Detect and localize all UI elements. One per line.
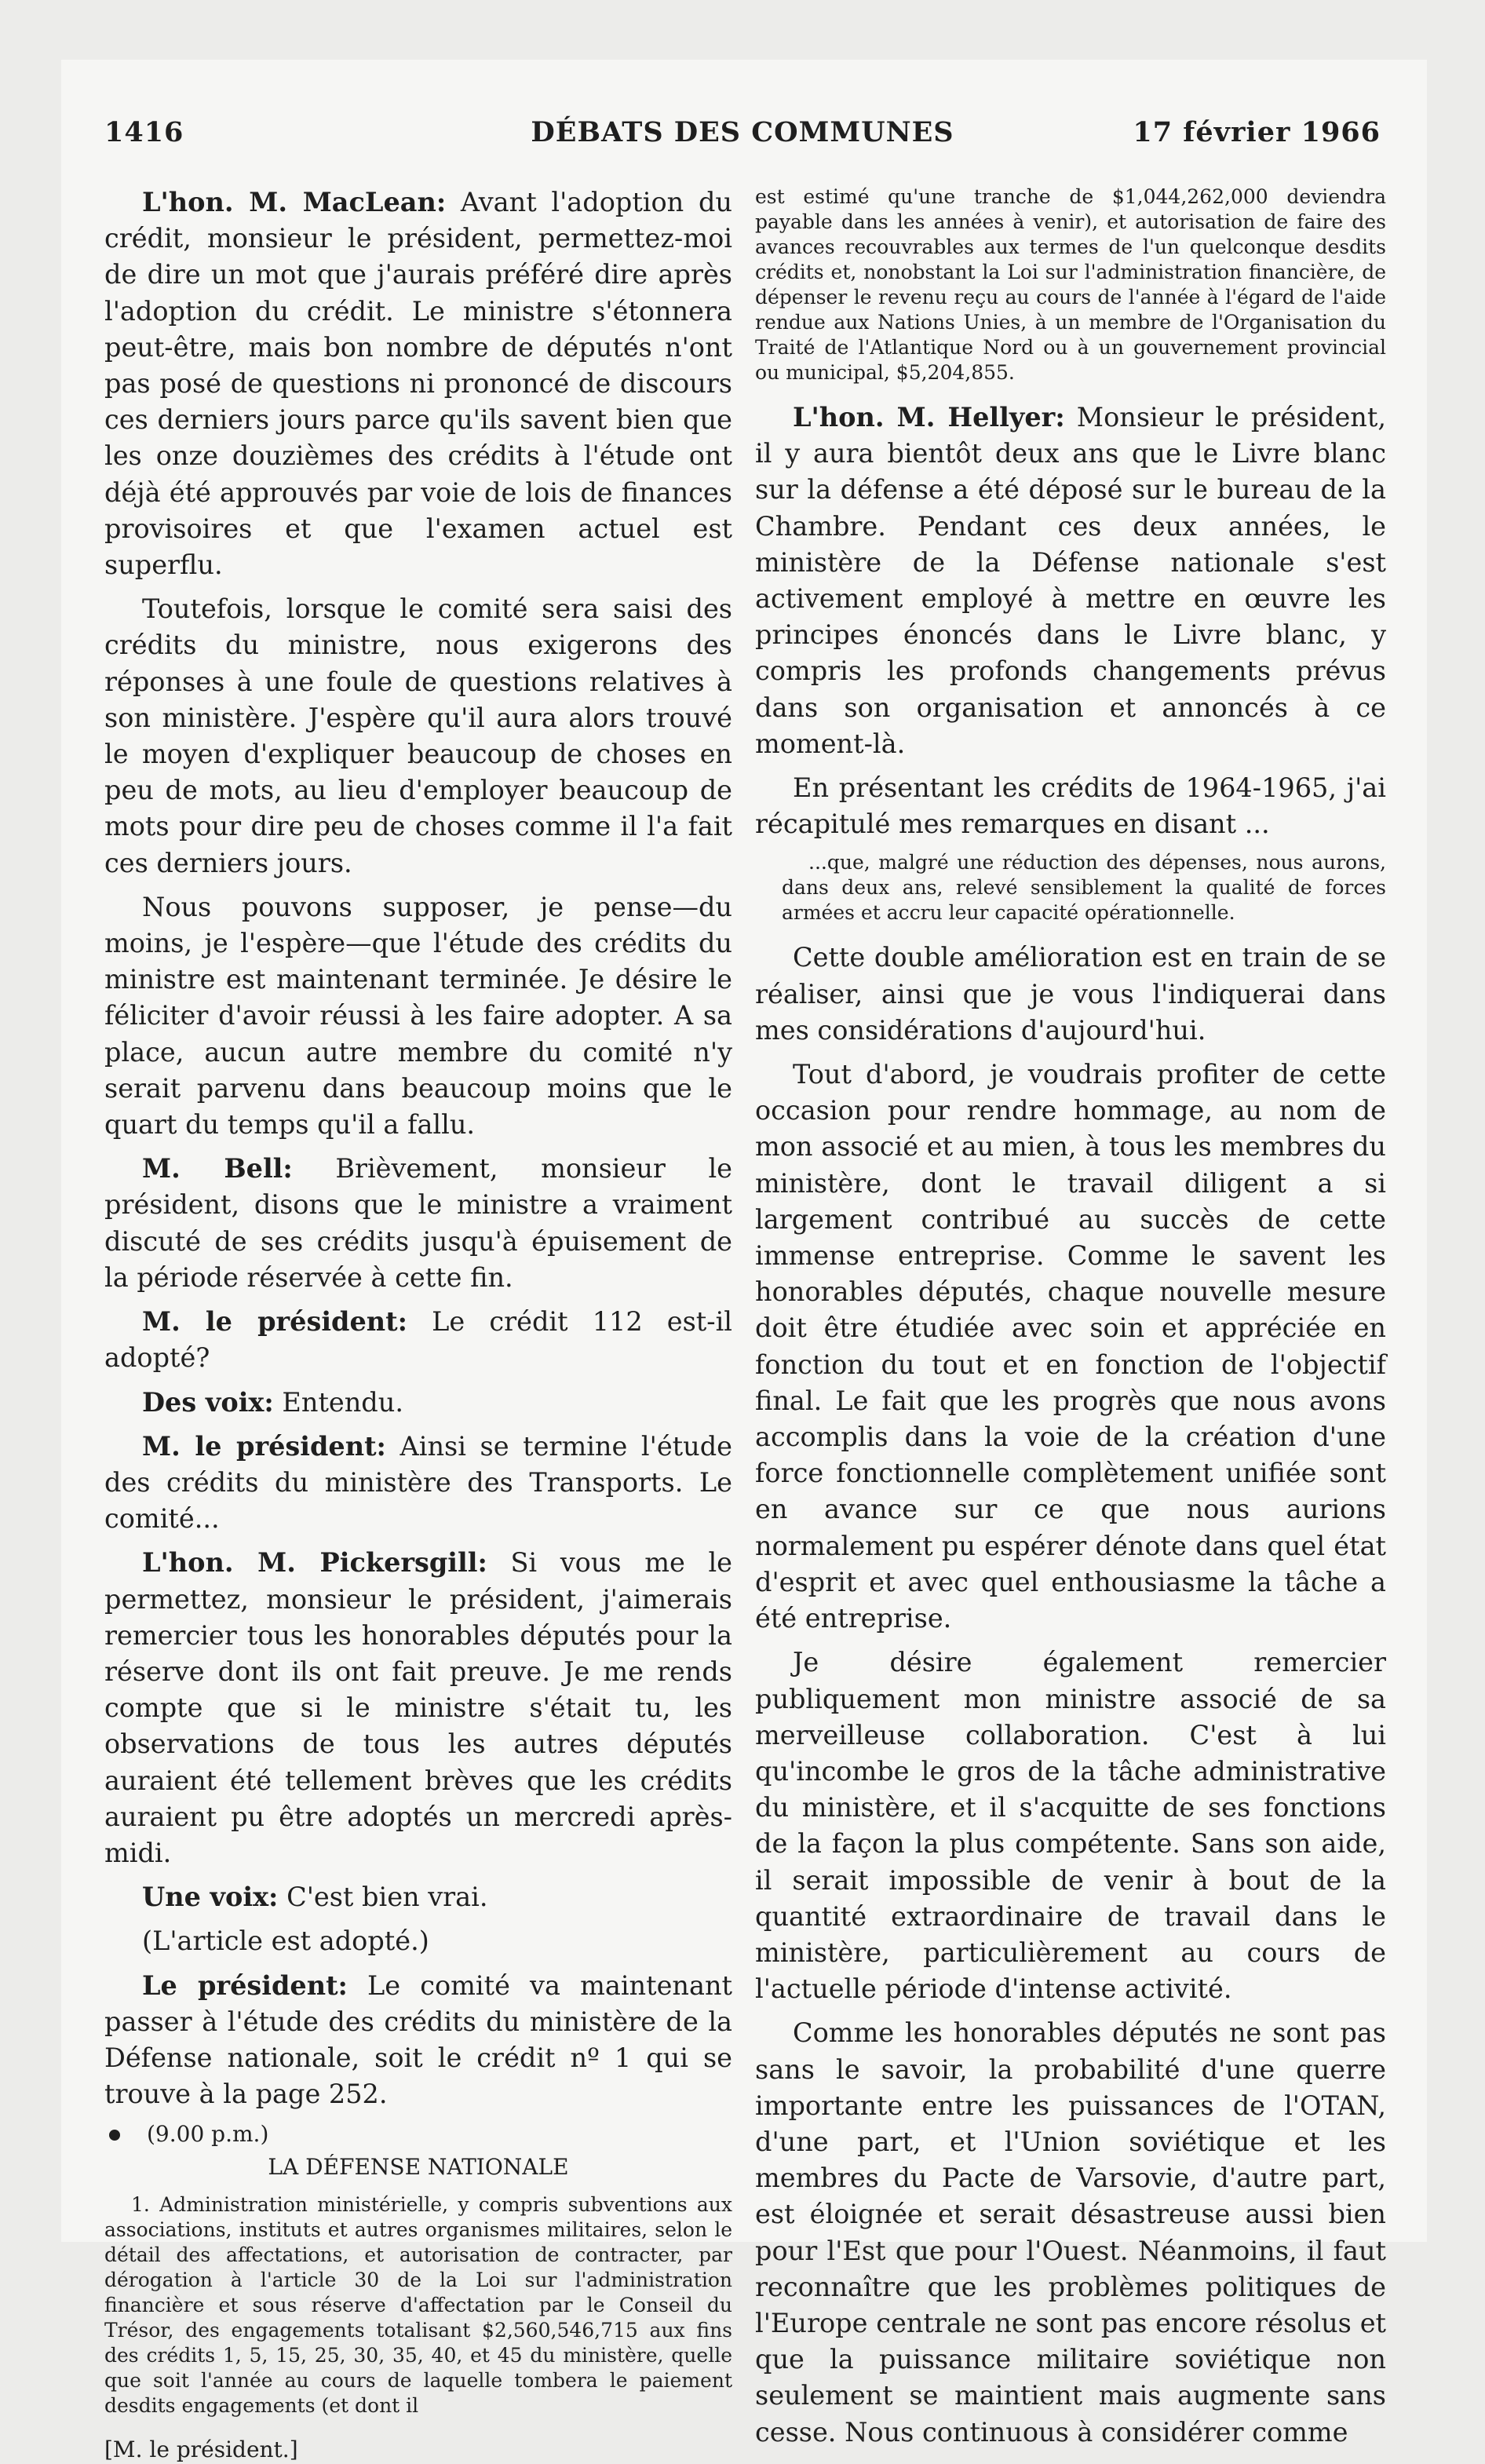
paragraph: Je désire également remercier publiquement mon ministre associé de sa merveilleuse collaboration. C'est à lui qu'incombe le gros de la tâche administrative du ministère, et il s'acquitte de ses fonctions de la façon la plus compétente. Sans son aide, il serait impossible de venir à bout de la quantité extraordinaire de travail dans le ministère, particulièrement au cours de l'actuelle période d'intense activité. — [755, 1647, 1386, 2005]
paragraph — [104, 1151, 732, 1296]
paragraph — [104, 591, 732, 882]
speech-text: Si vous me le permettez, monsieur le président, j'aimerais remercier tous les honorables députés pour la réserve dont ils ont fait preuve. Je me rends compte que si le ministre s'était tu, les observations de tous les autres députés auraient été tellement brèves que les crédits auraient pu être adoptés un mercredi après-midi. — [104, 1547, 732, 1868]
block-quote: ...que, malgré une réduction des dépenses, nous aurons, dans deux ans, relevé sensiblement la qualité de forces armées et accru leur capacité opérationnelle. — [782, 851, 1386, 925]
speech-text: Nous pouvons supposer, je pense—du moins, je l'espère—que l'étude des crédits du ministre est maintenant terminée. Je désire le féliciter d'avoir réussi à les faire adopter. A sa place, aucun autre membre du comité n'y serait parvenu dans beaucoup moins que le quart du temps qu'il a fallu. — [104, 891, 732, 1141]
speaker-name: L'hon. M. MacLean: — [142, 187, 447, 217]
speaker-name: M. le président: — [142, 1430, 386, 1462]
right-column — [755, 184, 1386, 2459]
paragraph — [104, 184, 732, 583]
paragraph: En présentant les crédits de 1964-1965, j'ai récapitulé mes remarques en disant ... — [755, 772, 1386, 840]
speech-text: (L'article est adopté.) — [142, 1926, 429, 1957]
vote-text: 1. Administration ministérielle, y compris subventions aux associations, instituts et autres organismes militaires, selon le détail des affectations, et autorisation de contracter, par dérogation à l'article 30 de la Loi sur l'administration financière et sous réserve d'affectation par le Conseil du Trésor, des engagements totalisant $2,560,546,715 aux fins des crédits 1, 5, 15, 25, 30, 35, 40, et 45 du ministère, quelle que soit l'année au cours de laquelle tombera le paiement desdits engagements (et dont il — [104, 2193, 732, 2418]
speech-text: Toutefois, lorsque le comité sera saisi des crédits du ministre, nous exigerons des réponses à une foule de questions relatives à son ministère. J'espère qu'il aura alors trouvé le moyen d'expliquer beaucoup de choses en peu de mots, au lieu d'employer beaucoup de mots pour dire peu de choses comme il l'a fait ces derniers jours. — [104, 593, 732, 878]
paragraph — [755, 400, 1386, 762]
time-marker — [104, 2120, 732, 2148]
speech-text: C'est bien vrai. — [278, 1882, 488, 1913]
section-title: LA DÉFENSE NATIONALE — [268, 2154, 569, 2181]
speaker-name: Une voix: — [142, 1882, 279, 1913]
footer-note: [M. le président.] — [104, 2437, 298, 2463]
paragraph: Tout d'abord, je voudrais profiter de cette occasion pour rendre hommage, au nom de mon associé et au mien, à tous les membres du ministère, dont le travail diligent a si largement contribué au succès de cette immense entreprise. Comme le savent les honorables députés, chaque nouvelle mesure doit être étudiée avec soin et appréciée en fonction du tout et en fonction de l'objectif final. Le fait que les progrès que nous avons accomplis dans la voie de la création d'une force fonctionnelle complètement unifiée sont en avance sur ce que nous aurions normalement pu espérer dénote dans quel état d'esprit et avec quel enthousiasme la tâche a été entreprise. — [755, 1059, 1386, 1634]
speech-text: Le comité va maintenant passer à l'étude des crédits du ministère de la Défense nationale, soit le crédit nº 1 qui se trouve à la page 252. — [104, 1969, 732, 2110]
speech-text: Entendu. — [273, 1386, 403, 1418]
speaker-name: M. Bell: — [142, 1153, 293, 1185]
paragraph — [104, 1968, 732, 2113]
header-date: 17 février 1966 — [1133, 116, 1381, 148]
speaker-name: L'hon. M. Hellyer: — [793, 402, 1065, 433]
page-number: 1416 — [104, 116, 184, 148]
paragraph — [104, 889, 732, 1143]
paragraph: Comme les honorables députés ne sont pas sans le savoir, la probabilité d'une querre importante entre les puissances de l'OTAN, d'une part, et l'Union soviétique et les membres du Pacte de Varsovie, d'autre part, est éloignée et serait désastreuse aussi bien pour l'Est que pour l'Ouest. Néanmoins, il faut reconnaître que les problèmes politiques de l'Europe centrale ne sont pas encore résolus et que la puissance militaire soviétique non seulement se maintient mais augmente sans cesse. Nous continuous à considérer comme — [755, 2017, 1386, 2448]
speech-text: Le crédit 112 est-il adopté? — [104, 1306, 732, 1374]
vote-continuation: est estimé qu'une tranche de $1,044,262,000 deviendra payable dans les années à venir), et autorisation de faire des avances recouvrables aux termes de l'un quelconque desdits crédits et, nonobstant la Loi sur l'administration financière, de dépenser le revenu reçu au cours de l'année à l'égard de l'aide rendue aux Nations Unies, à un membre de l'Organisation du Traité de l'Atlantique Nord ou à un gouvernement provincial ou municipal, $5,204,855. — [755, 185, 1386, 384]
left-column — [104, 184, 732, 2464]
speech-text: Monsieur le président, il y aura bientôt deux ans que le Livre blanc sur la défense a été déposé sur le bureau de la Chambre. Pendant ces deux années, le ministère de la Défense nationale s'est activement employé à mettre en œuvre les principes énoncés dans le Livre blanc, y compris les profonds changements prévus dans son organisation et annoncés à ce moment-là. — [755, 402, 1386, 759]
speaker-name: Le président: — [142, 1969, 348, 2001]
speech-text: Brièvement, monsieur le président, disons que le ministre a vraiment discuté de ses crédits jusqu'à épuisement de la période réservée à cette fin. — [104, 1153, 732, 1293]
speech-text: Avant l'adoption du crédit, monsieur le président, permettez-moi de dire un mot que j'aurais préféré dire après l'adoption du crédit. Le ministre s'étonnera peut-être, mais bon nombre de députés n'ont pas posé de questions ni prononcé de discours ces derniers jours parce qu'ils savent bien que les onze douzièmes des crédits à l'étude ont déjà été approuvés par voie de lois de finances provisoires et que l'examen actuel est superflu. — [104, 187, 732, 581]
bullet-icon — [109, 2130, 120, 2141]
speaker-name: M. le président: — [142, 1306, 407, 1338]
paragraph — [104, 1879, 732, 1915]
time-marker-text: (9.00 p.m.) — [147, 2121, 269, 2148]
paragraph — [104, 1304, 732, 1376]
running-title: DÉBATS DES COMMUNES — [531, 116, 954, 148]
paragraph — [104, 1385, 732, 1421]
page-header — [104, 116, 1381, 163]
paragraph — [104, 1545, 732, 1871]
speech-text: Ainsi se termine l'étude des crédits du ministère des Transports. Le comité... — [104, 1430, 732, 1535]
paragraph: Cette double amélioration est en train de se réaliser, ainsi que je vous l'indiquerai dans mes considérations d'aujourd'hui. — [755, 942, 1386, 1046]
paragraph — [104, 1429, 732, 1538]
speaker-name: Des voix: — [142, 1386, 274, 1418]
paragraph — [104, 1923, 732, 1959]
speaker-name: L'hon. M. Pickersgill: — [142, 1547, 487, 1579]
